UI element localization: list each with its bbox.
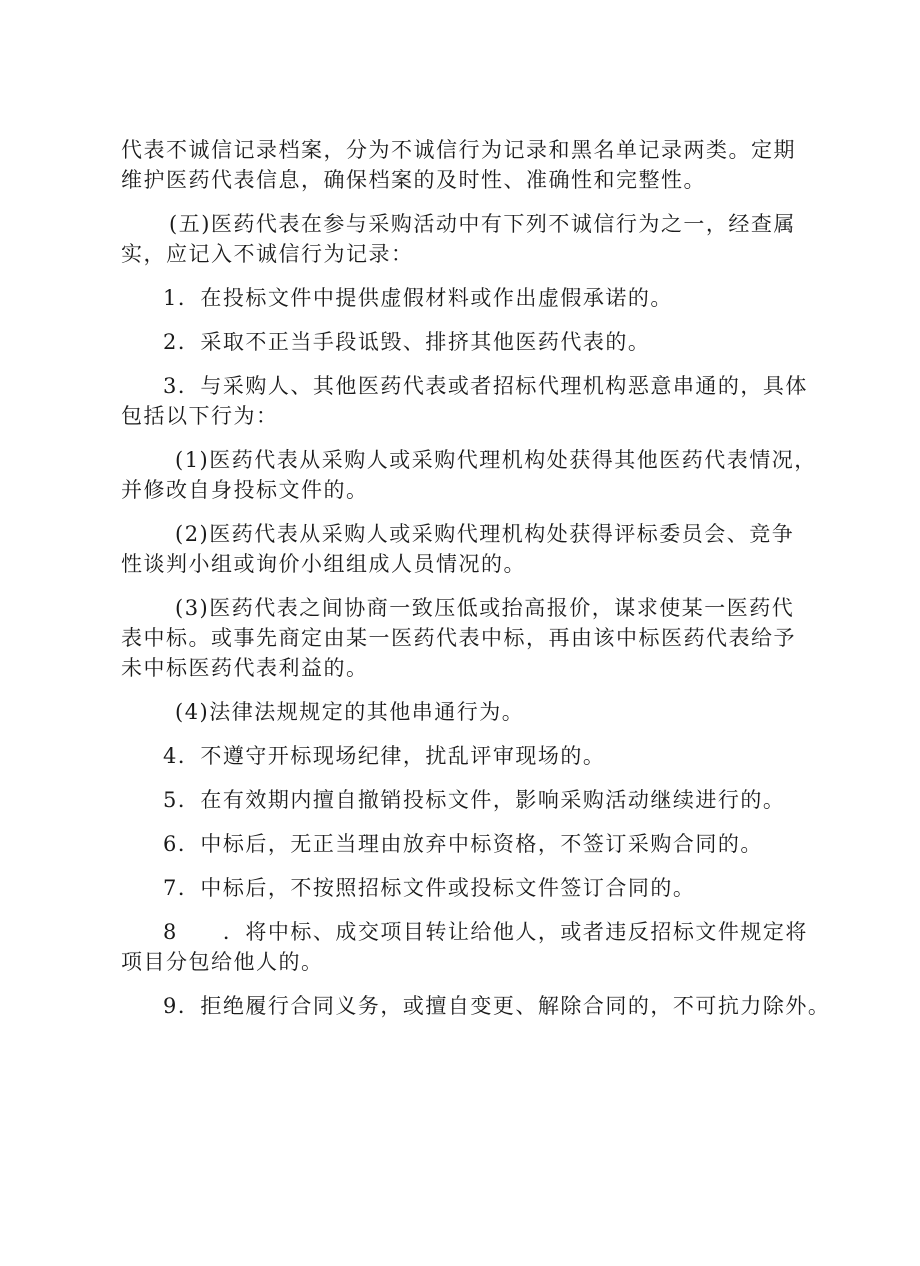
sub-list-item: (3)医药代表之间协商一致压低或抬高报价，谋求使某一医药代 [175,596,795,620]
text-line: 并修改自身投标文件的。 [121,478,369,502]
list-item: 8 ．将中标、成交项目转让给他人，或者违反招标文件规定将 [163,920,808,944]
text-line: 项目分包给他人的。 [121,950,324,974]
text-line: 代表不诚信记录档案，分为不诚信行为记录和黑名单记录两类。定期 [121,138,796,162]
list-item: 2．采取不正当手段诋毁、排挤其他医药代表的。 [163,330,651,354]
text-line: 性谈判小组或询价小组组成人员情况的。 [121,552,526,576]
list-item: 4．不遵守开标现场纪律，扰乱评审现场的。 [163,744,606,768]
list-item: 6．中标后，无正当理由放弃中标资格，不签订采购合同的。 [163,832,763,856]
text-line: 实，应记入不诚信行为记录： [121,242,414,266]
text-line: 包括以下行为： [121,404,279,428]
list-item: 5．在有效期内擅自撤销投标文件，影响采购活动继续进行的。 [163,788,786,812]
sub-list-item: (2)医药代表从采购人或采购代理机构处获得评标委员会、竞争 [175,522,795,546]
list-item: 1．在投标文件中提供虚假材料或作出虚假承诺的。 [163,286,673,310]
text-line: 未中标医药代表利益的。 [121,656,369,680]
sub-list-item: (4)法律法规规定的其他串通行为。 [175,700,525,724]
sub-list-item: (1)医药代表从采购人或采购代理机构处获得其他医药代表情况， [175,448,817,472]
list-item: 9．拒绝履行合同义务，或擅自变更、解除合同的，不可抗力除外。 [163,994,831,1018]
text-line: 表中标。或事先商定由某一医药代表中标，再由该中标医药代表给予 [121,626,796,650]
list-item: 7．中标后，不按照招标文件或投标文件签订合同的。 [163,876,696,900]
document-body [121,135,831,1021]
list-item: 3．与采购人、其他医药代表或者招标代理机构恶意串通的，具体 [163,374,808,398]
section-heading: (五)医药代表在参与采购活动中有下列不诚信行为之一，经查属 [169,212,796,236]
text-line: 维护医药代表信息，确保档案的及时性、准确性和完整性。 [121,168,706,192]
